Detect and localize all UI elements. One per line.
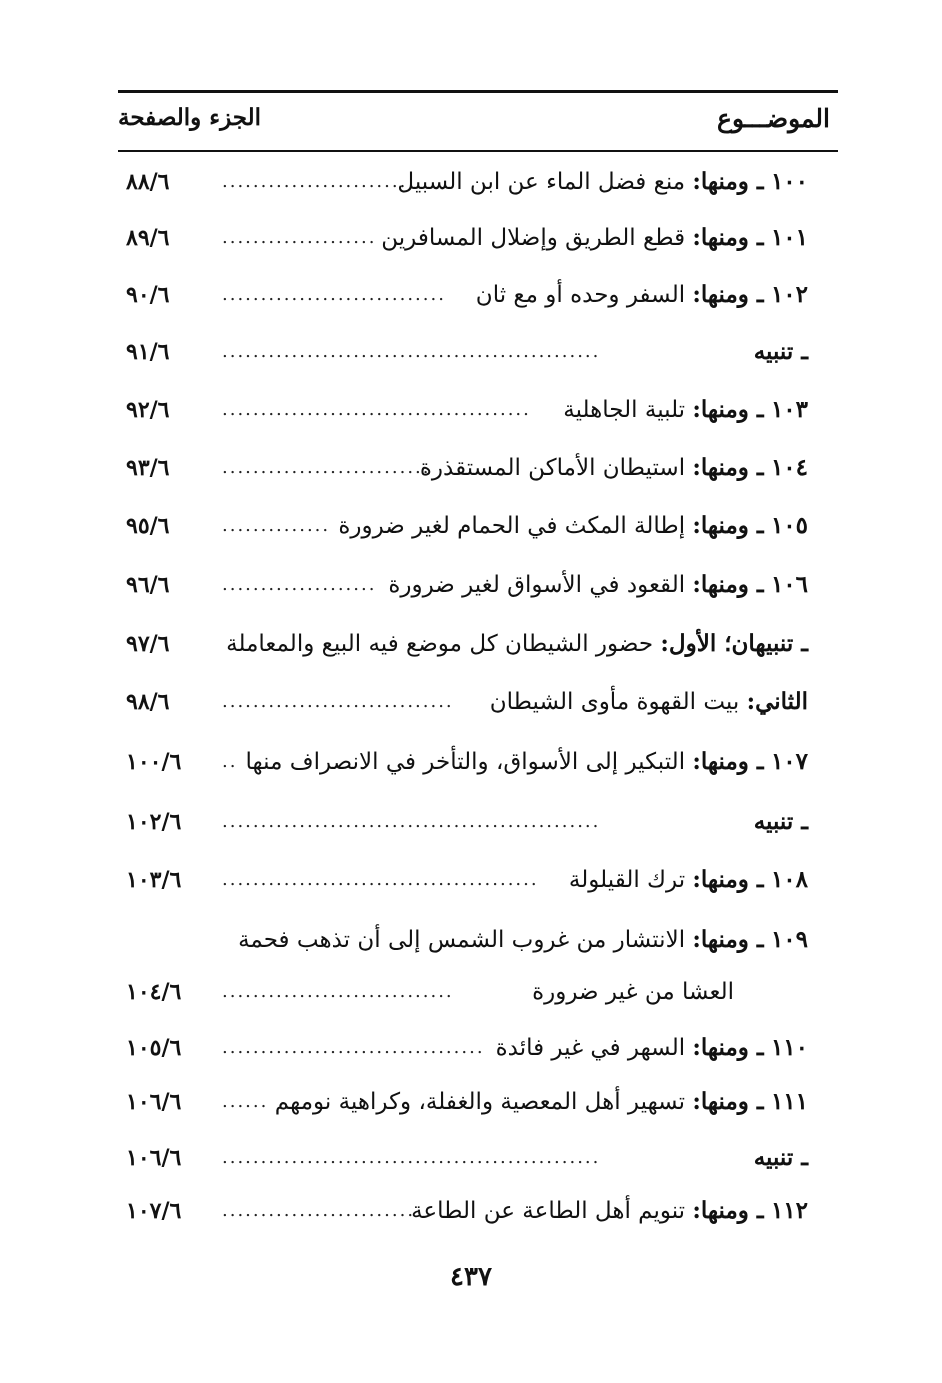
entry-lead: ـ ومنها: <box>692 396 764 423</box>
toc-entry <box>118 216 838 260</box>
entry-page-ref: ١٠٧/٦ <box>126 1198 182 1224</box>
entry-page-ref: ١٠٥/٦ <box>126 1035 182 1061</box>
entry-text <box>563 388 808 432</box>
entry-lead: ـ ومنها: <box>692 926 764 953</box>
leader-dots: .............. <box>222 515 331 536</box>
entry-title: استيطان الأماكن المستقذرة <box>419 455 686 481</box>
toc-entry <box>118 1080 838 1124</box>
entry-text <box>226 622 808 666</box>
entry-text <box>275 1080 808 1124</box>
entry-text <box>490 680 808 724</box>
entry-title: السفر وحده أو مع ثان <box>475 282 686 308</box>
entry-text <box>532 970 734 1014</box>
entry-page-ref: ١٠٣/٦ <box>126 867 182 893</box>
entry-number: ١٠٦ <box>770 571 808 598</box>
entry-text <box>496 1026 808 1070</box>
entry-lead: ـ ومنها: <box>692 168 764 195</box>
entry-lead: الثاني: <box>746 688 808 715</box>
toc-entry <box>118 858 838 902</box>
entry-lead: ـ ومنها: <box>692 1197 764 1224</box>
entry-lead: ـ تنبيه <box>753 808 808 835</box>
leader-dots: ................................................. <box>222 341 601 362</box>
entry-page-ref: ٩٦/٦ <box>126 572 170 598</box>
toc-entry <box>118 330 838 374</box>
leader-dots: .................... <box>222 227 377 248</box>
toc-entry <box>118 680 838 724</box>
page-column-header: الجزء والصفحة <box>118 104 262 131</box>
leader-dots: ................................................. <box>222 811 601 832</box>
leader-dots: .................................. <box>222 1037 485 1058</box>
toc-entry <box>118 388 838 432</box>
entry-page-ref: ٩٨/٦ <box>126 689 170 715</box>
entry-page-ref: ٩٠/٦ <box>126 282 170 308</box>
entry-lead: ـ ومنها: <box>692 866 764 893</box>
entry-title: الانتشار من غروب الشمس إلى أن تذهب فحمة <box>238 927 686 953</box>
entry-page-ref: ٨٩/٦ <box>126 225 170 251</box>
leader-dots: ........................... <box>222 457 431 478</box>
entry-text <box>246 740 808 784</box>
topic-column-header: الموضـــوع <box>717 104 830 133</box>
entry-lead: ـ تنبيه <box>753 338 808 365</box>
leader-dots: ......................................... <box>222 869 539 890</box>
entry-page-ref: ٩١/٦ <box>126 339 170 365</box>
entry-number: ١٠٣ <box>770 396 808 423</box>
toc-entry <box>118 504 838 548</box>
entry-text <box>381 216 808 260</box>
entry-title: ترك القيلولة <box>568 867 686 893</box>
entry-page-ref: ٨٨/٦ <box>126 169 170 195</box>
toc-entry <box>118 1136 838 1180</box>
entry-title: إطالة المكث في الحمام لغير ضرورة <box>338 513 686 539</box>
entry-number: ١٠٤ <box>770 454 808 481</box>
entry-title: منع فضل الماء عن ابن السبيل <box>397 169 686 195</box>
leader-dots: .............................. <box>222 981 454 1002</box>
entry-title: تلبية الجاهلية <box>563 397 686 423</box>
entry-page-ref: ١٠٦/٦ <box>126 1145 182 1171</box>
toc-entry <box>118 622 838 666</box>
toc-entry <box>118 563 838 607</box>
toc-entry <box>118 273 838 317</box>
entry-number: ١٠٩ <box>770 926 808 953</box>
toc-entry <box>118 740 838 784</box>
entry-lead: ـ تنبيه <box>753 1144 808 1171</box>
entry-lead: ـ ومنها: <box>692 512 764 539</box>
toc-entry <box>118 918 838 962</box>
entry-number: ١١٠ <box>770 1034 808 1061</box>
entry-number: ١٠٢ <box>770 281 808 308</box>
leader-dots: ...... <box>222 1091 269 1112</box>
entry-lead: ـ ومنها: <box>692 571 764 598</box>
entry-title: التبكير إلى الأسواق، والتأخر في الانصراف منها <box>245 749 686 775</box>
entry-title: بيت القهوة مأوى الشيطان <box>489 689 740 715</box>
entry-page-ref: ١٠٦/٦ <box>126 1089 182 1115</box>
entry-number: ١٠٥ <box>770 512 808 539</box>
toc-entry <box>118 970 838 1014</box>
leader-dots: ........................................ <box>222 399 531 420</box>
leader-dots: ................................................. <box>222 1147 601 1168</box>
entry-title: حضور الشيطان كل موضع فيه البيع والمعاملة <box>226 631 654 657</box>
entry-title: القعود في الأسواق لغير ضرورة <box>388 572 686 598</box>
entry-lead: ـ ومنها: <box>692 224 764 251</box>
entry-text <box>238 918 808 962</box>
entry-number: ١٠٨ <box>770 866 808 893</box>
entry-page-ref: ١٠٠/٦ <box>126 749 182 775</box>
entry-lead: ـ تنبيهان؛ الأول: <box>660 630 808 657</box>
entry-number: ١٠٠ <box>770 168 808 195</box>
entry-number: ١٠١ <box>770 224 808 251</box>
entry-text <box>476 273 808 317</box>
entry-title: تسهير أهل المعصية والغفلة، وكراهية نومهم <box>274 1089 686 1115</box>
leader-dots: ........................ <box>222 171 408 192</box>
entry-page-ref: ٩٢/٦ <box>126 397 170 423</box>
toc-entry <box>118 1026 838 1070</box>
toc-entry <box>118 160 838 204</box>
entry-text <box>754 330 808 374</box>
entry-text <box>338 504 808 548</box>
leader-dots: .................... <box>222 574 377 595</box>
entry-page-ref: ٩٣/٦ <box>126 455 170 481</box>
entry-title: السهر في غير فائدة <box>495 1035 686 1061</box>
leader-dots: .............................. <box>222 691 454 712</box>
entry-title: العشا من غير ضرورة <box>532 979 734 1005</box>
entry-page-ref: ٩٥/٦ <box>126 513 170 539</box>
entry-text <box>754 800 808 844</box>
entry-lead: ـ ومنها: <box>692 281 764 308</box>
entry-text <box>411 1189 808 1233</box>
leader-dots: ............................. <box>222 284 446 305</box>
entry-number: ١٠٧ <box>770 748 808 775</box>
entry-lead: ـ ومنها: <box>692 748 764 775</box>
entry-page-ref: ١٠٢/٦ <box>126 809 182 835</box>
toc-entry <box>118 446 838 490</box>
entry-title: تنويم أهل الطاعة عن الطاعة <box>411 1198 686 1224</box>
entry-text <box>420 446 808 490</box>
leader-dots: ......................... <box>222 1200 416 1221</box>
entry-text <box>569 858 808 902</box>
entry-page-ref: ٩٧/٦ <box>126 631 170 657</box>
entry-text <box>754 1136 808 1180</box>
entry-text <box>388 563 808 607</box>
toc-entry <box>118 1189 838 1233</box>
page-number: ٤٣٧ <box>450 1262 492 1292</box>
entry-lead: ـ ومنها: <box>692 454 764 481</box>
entry-number: ١١١ <box>770 1088 808 1115</box>
entry-text <box>397 160 808 204</box>
entry-page-ref: ١٠٤/٦ <box>126 979 182 1005</box>
leader-dots: .. <box>222 751 238 772</box>
entry-lead: ـ ومنها: <box>692 1088 764 1115</box>
entry-lead: ـ ومنها: <box>692 1034 764 1061</box>
entry-number: ١١٢ <box>770 1197 808 1224</box>
entry-title: قطع الطريق وإضلال المسافرين <box>381 225 686 251</box>
toc-entry <box>118 800 838 844</box>
